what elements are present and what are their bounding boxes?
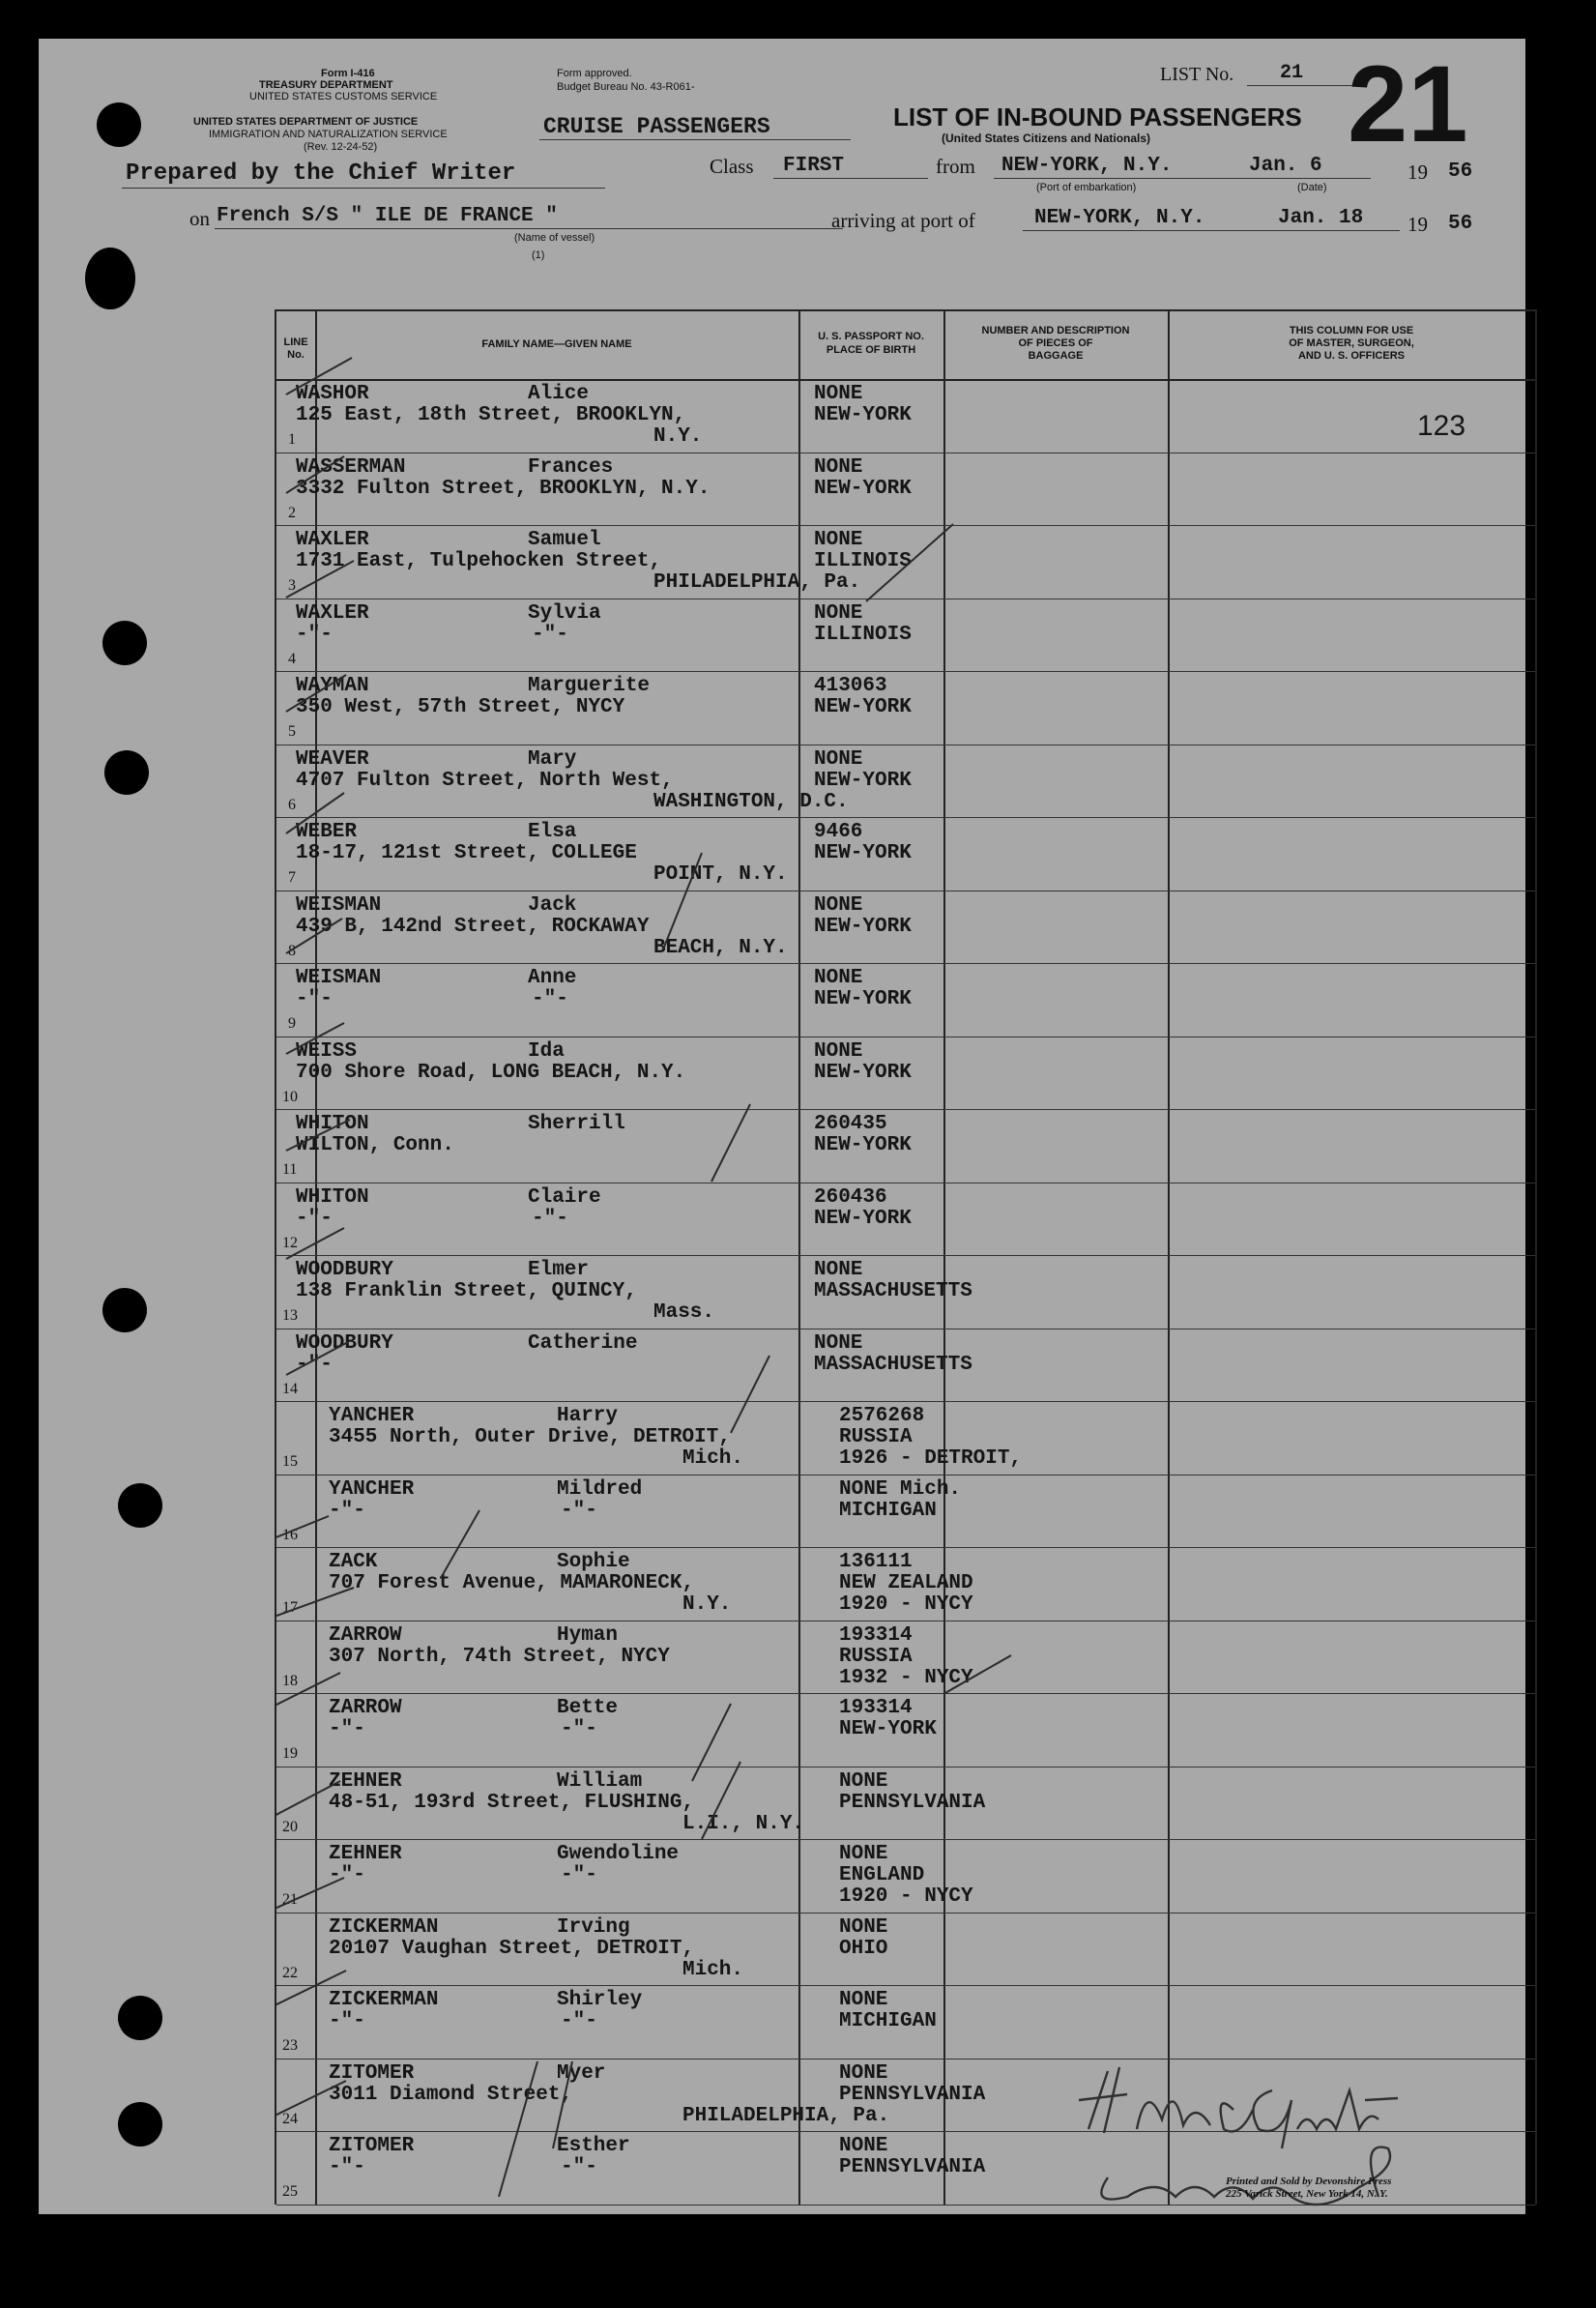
- family-name: WHITON: [296, 1113, 369, 1135]
- given-name: Sherrill: [528, 1113, 625, 1135]
- given-name: Mildred: [557, 1477, 643, 1501]
- family-name: ZITOMER: [329, 2135, 415, 2157]
- line-number: 10: [282, 1088, 298, 1105]
- family-name: ZICKERMAN: [329, 1915, 439, 1939]
- from-underline: [994, 178, 1371, 179]
- given-name: Frances: [528, 455, 614, 479]
- year-prefix-to: 19: [1407, 213, 1428, 236]
- given-name: Ida: [528, 1039, 565, 1063]
- family-name: WAXLER: [296, 529, 369, 551]
- on-label: on: [189, 207, 210, 230]
- address-line-1: 3011 Diamond Street,: [329, 2083, 573, 2106]
- place-of-birth: NEW-YORK: [814, 988, 912, 1010]
- given-name: Harry: [557, 1405, 619, 1427]
- passport-no: 9466: [814, 821, 863, 843]
- given-name: Irving: [557, 1915, 630, 1939]
- place-of-birth: NEW-YORK: [814, 1207, 912, 1230]
- place-of-birth: NEW-YORK: [814, 1134, 912, 1156]
- address-line-2: BEACH, N.Y.: [653, 936, 788, 959]
- header-passport-1: U. S. PASSPORT NO.: [818, 331, 924, 342]
- family-name: WOODBURY: [296, 1259, 393, 1281]
- address-line-2: N.Y.: [653, 425, 703, 448]
- officer-note: 123: [1417, 410, 1466, 442]
- check-mark: [276, 1516, 329, 1549]
- place-of-birth: MASSACHUSETTS: [814, 1280, 972, 1302]
- address-line-1: -"-: [329, 1499, 365, 1522]
- address-line-2: POINT, N.Y.: [653, 863, 788, 886]
- port-caption: (Port of embarkation): [1036, 182, 1137, 193]
- manifest-page: [39, 39, 1525, 2214]
- address-line-1: 707 Forest Avenue, MAMARONECK,: [329, 1572, 695, 1594]
- address-line-1: -"-: [329, 1718, 365, 1740]
- year-prefix-from: 19: [1407, 161, 1428, 184]
- list-no-value: 21: [1280, 62, 1304, 84]
- list-no-underline: [1247, 85, 1353, 86]
- address-line-1: -"-: [296, 623, 333, 646]
- customs-service: UNITED STATES CUSTOMS SERVICE: [249, 91, 438, 102]
- date-to: Jan. 18: [1278, 207, 1364, 229]
- place-of-birth: ILLINOIS: [814, 550, 912, 572]
- line-number: 12: [282, 1234, 298, 1251]
- address-line-1: 20107 Vaughan Street, DETROIT,: [329, 1937, 695, 1960]
- given-name: Esther: [557, 2135, 630, 2157]
- class-underline: [773, 178, 928, 179]
- passport-no: NONE: [839, 1915, 888, 1939]
- handwritten-marks: [276, 311, 1535, 2205]
- given-name: Sophie: [557, 1551, 630, 1573]
- place-of-birth: NEW-YORK: [814, 769, 912, 792]
- address-line-2: Mich.: [682, 1447, 744, 1470]
- manifest-subtitle: (United States Citizens and Nationals): [942, 131, 1151, 145]
- header-officers-3: AND U. S. OFFICERS: [1297, 350, 1405, 362]
- check-mark: [286, 561, 354, 598]
- passport-no: NONE: [814, 893, 863, 917]
- passport-no: NONE Mich.: [839, 1477, 962, 1501]
- passport-no: NONE: [814, 1259, 863, 1281]
- vessel-caption: (Name of vessel): [514, 232, 595, 244]
- given-name: Bette: [557, 1697, 619, 1719]
- header-baggage-2: OF PIECES OF: [1018, 337, 1093, 349]
- punch-hole: [104, 750, 149, 795]
- given-name: Alice: [528, 383, 590, 405]
- check-mark: [286, 1120, 350, 1151]
- check-mark: [276, 1781, 340, 1820]
- address-line-1: 439 B, 142nd Street, ROCKAWAY: [296, 915, 650, 938]
- punch-hole: [102, 621, 147, 665]
- arriving-label: arriving at port of: [831, 209, 975, 232]
- line-number: 14: [282, 1380, 298, 1397]
- passport-no: NONE: [839, 2135, 888, 2157]
- given-name: Sylvia: [528, 601, 601, 625]
- family-name: ZACK: [329, 1551, 378, 1573]
- date-caption: (Date): [1297, 182, 1327, 193]
- class-label: Class: [710, 155, 754, 178]
- line-number: 24: [282, 2110, 298, 2127]
- place-of-birth: PENNSYLVANIA: [839, 2083, 986, 2106]
- place-of-birth: NEW-YORK: [814, 1061, 912, 1084]
- budget-bureau: Budget Bureau No. 43-R061-: [557, 81, 695, 93]
- passport-no: NONE: [814, 529, 863, 551]
- address-line-1: 3332 Fulton Street, BROOKLYN, N.Y.: [296, 477, 711, 500]
- given-ditto: -"-: [532, 1207, 568, 1230]
- address-line-1: 48-51, 193rd Street, FLUSHING,: [329, 1791, 695, 1814]
- passport-no: 260436: [814, 1185, 887, 1209]
- place-of-birth: MASSACHUSETTS: [814, 1353, 972, 1376]
- passport-no: 136111: [839, 1551, 913, 1573]
- address-line-1: 125 East, 18th Street, BROOKLYN,: [296, 404, 686, 426]
- check-mark: [286, 1228, 344, 1259]
- family-name: WHITON: [296, 1185, 369, 1209]
- line-number: 6: [288, 796, 296, 813]
- passport-no: 260435: [814, 1113, 887, 1135]
- family-name: ZEHNER: [329, 1843, 402, 1865]
- line-number: 5: [288, 723, 296, 740]
- family-name: WEISMAN: [296, 967, 382, 989]
- address-line-1: 138 Franklin Street, QUINCY,: [296, 1280, 637, 1302]
- passport-extra: 1932 - NYCY: [839, 1666, 973, 1689]
- date-from: Jan. 6: [1249, 155, 1322, 177]
- line-number: 21: [282, 1891, 298, 1908]
- passport-no: NONE: [839, 2061, 888, 2085]
- given-ditto: -"-: [532, 623, 568, 646]
- family-name: WEISMAN: [296, 893, 382, 917]
- check-mark: [692, 1704, 731, 1781]
- address-line-2: Mass.: [653, 1301, 715, 1324]
- check-mark: [866, 524, 953, 601]
- family-name: ZARROW: [329, 1623, 402, 1647]
- passport-no: 193314: [839, 1697, 913, 1719]
- passport-no: 2576268: [839, 1405, 925, 1427]
- line-number: 3: [288, 577, 296, 594]
- line-number: 22: [282, 1964, 298, 1981]
- line-number: 2: [288, 504, 296, 521]
- check-mark: [286, 919, 342, 953]
- prepared-underline: [122, 188, 605, 189]
- passport-extra: 1920 - NYCY: [839, 1885, 973, 1908]
- given-ditto: -"-: [561, 2010, 597, 2032]
- passport-no: NONE: [814, 455, 863, 479]
- family-name: ZITOMER: [329, 2061, 415, 2085]
- cruise-underline: [539, 139, 851, 140]
- given-name: Elsa: [528, 821, 577, 843]
- passport-extra: 1920 - NYCY: [839, 1593, 973, 1616]
- place-of-birth: ILLINOIS: [814, 623, 912, 646]
- passport-no: NONE: [814, 747, 863, 771]
- address-line-1: 18-17, 121st Street, COLLEGE: [296, 842, 637, 864]
- family-name: YANCHER: [329, 1405, 415, 1427]
- header-officers-1: THIS COLUMN FOR USE: [1289, 325, 1414, 336]
- form-approved: Form approved.: [557, 68, 632, 79]
- check-mark: [276, 1878, 344, 1916]
- check-mark: [702, 1762, 740, 1839]
- line-number: 19: [282, 1745, 298, 1762]
- list-no-label: LIST No.: [1160, 64, 1234, 85]
- given-name: Jack: [528, 893, 577, 917]
- place-of-birth: MICHIGAN: [839, 2010, 937, 2032]
- line-number: 11: [282, 1161, 298, 1178]
- given-name: Samuel: [528, 529, 601, 551]
- line-number: 17: [282, 1599, 298, 1616]
- address-line-1: 4707 Fulton Street, North West,: [296, 769, 674, 792]
- line-number: 18: [282, 1672, 298, 1689]
- header-baggage-1: NUMBER AND DESCRIPTION: [981, 325, 1130, 336]
- given-name: Anne: [528, 967, 577, 989]
- line-number: 4: [288, 650, 296, 667]
- line-number: 8: [288, 942, 296, 959]
- passport-no: NONE: [814, 1331, 863, 1355]
- place-of-birth: NEW-YORK: [814, 696, 912, 718]
- place-of-birth: OHIO: [839, 1937, 888, 1960]
- family-name: WAYMAN: [296, 675, 369, 697]
- address-line-1: -"-: [329, 1864, 365, 1886]
- address-line-1: -"-: [329, 2010, 365, 2032]
- header-officers-2: OF MASTER, SURGEON,: [1289, 337, 1414, 349]
- treasury-dept: TREASURY DEPARTMENT: [259, 79, 393, 91]
- check-mark: [553, 2061, 572, 2148]
- given-name: William: [557, 1769, 643, 1793]
- family-name: WEISS: [296, 1039, 358, 1063]
- from-label: from: [936, 155, 975, 178]
- year-from: 56: [1448, 161, 1473, 183]
- passport-no: NONE: [839, 1843, 888, 1865]
- vessel-name: French S/S " ILE DE FRANCE ": [217, 205, 558, 227]
- place-of-birth: NEW-YORK: [814, 842, 912, 864]
- address-line-2: N.Y.: [682, 1593, 732, 1616]
- given-ditto: -"-: [561, 2156, 597, 2178]
- vessel-underline: [215, 228, 843, 229]
- given-ditto: -"-: [561, 1718, 597, 1740]
- family-name: WAXLER: [296, 601, 369, 625]
- header-baggage-3: BAGGAGE: [1028, 350, 1084, 362]
- line-number: 7: [288, 869, 296, 886]
- address-line-2: L.I., N.Y.: [682, 1812, 805, 1835]
- passport-extra: 1926 - DETROIT,: [839, 1447, 1023, 1470]
- place-of-birth: RUSSIA: [839, 1645, 913, 1668]
- family-name: WASHOR: [296, 383, 369, 405]
- passport-no: NONE: [814, 601, 863, 625]
- check-mark: [943, 1655, 1011, 1694]
- family-name: WOODBURY: [296, 1331, 393, 1355]
- from-value: NEW-YORK, N.Y.: [1001, 155, 1173, 177]
- address-line-1: 350 West, 57th Street, NYCY: [296, 696, 625, 718]
- address-line-2: WASHINGTON, D.C.: [653, 790, 849, 813]
- place-of-birth: NEW-YORK: [814, 915, 912, 938]
- family-name: WASSERMAN: [296, 455, 406, 479]
- family-name: WEAVER: [296, 747, 369, 771]
- family-name: YANCHER: [329, 1477, 415, 1501]
- list-number-stamp: 21: [1348, 44, 1468, 164]
- check-mark: [286, 1342, 348, 1375]
- line-number: 16: [282, 1526, 298, 1543]
- given-name: Mary: [528, 747, 577, 771]
- punch-hole: [118, 2102, 162, 2147]
- given-name: Gwendoline: [557, 1843, 680, 1865]
- place-of-birth: NEW-YORK: [814, 477, 912, 500]
- check-mark: [286, 675, 346, 712]
- address-line-1: -"-: [296, 988, 333, 1010]
- place-of-birth: NEW ZEALAND: [839, 1572, 973, 1594]
- given-name: Myer: [557, 2061, 606, 2085]
- line-number: 20: [282, 1818, 298, 1835]
- check-mark: [276, 1971, 346, 2009]
- passport-no: NONE: [814, 383, 863, 405]
- line-number: 1: [288, 431, 296, 448]
- revision: (Rev. 12-24-52): [304, 141, 378, 153]
- given-ditto: -"-: [532, 988, 568, 1010]
- address-line-1: -"-: [296, 1353, 333, 1376]
- header-line-no: LINE No.: [283, 336, 308, 361]
- address-line-2: Mich.: [682, 1958, 744, 1981]
- class-value: FIRST: [783, 155, 845, 177]
- cruise-passengers: CRUISE PASSENGERS: [543, 114, 770, 139]
- check-mark: [286, 456, 344, 493]
- printer-line-1: Printed and Sold by Devonshire Press: [1226, 2176, 1392, 2187]
- line-number: 25: [282, 2183, 298, 2200]
- passenger-table: [275, 309, 1537, 2205]
- given-name: Shirley: [557, 1989, 643, 2011]
- line-number: 13: [282, 1307, 298, 1324]
- line-number: 9: [288, 1015, 296, 1032]
- prepared-by: Prepared by the Chief Writer: [126, 161, 516, 187]
- ins: IMMIGRATION AND NATURALIZATION SERVICE: [209, 129, 448, 140]
- line-number: 23: [282, 2037, 298, 2054]
- punch-hole: [118, 1996, 162, 2040]
- check-mark: [286, 358, 352, 394]
- given-ditto: -"-: [561, 1864, 597, 1886]
- address-line-1: 3455 North, Outer Drive, DETROIT,: [329, 1426, 731, 1448]
- passport-no: 413063: [814, 675, 887, 697]
- arriving-value: NEW-YORK, N.Y.: [1034, 207, 1205, 229]
- check-mark: [286, 1023, 344, 1054]
- check-mark: [499, 2061, 537, 2197]
- check-mark: [286, 793, 344, 833]
- address-line-1: 700 Shore Road, LONG BEACH, N.Y.: [296, 1061, 686, 1084]
- place-of-birth: NEW-YORK: [814, 404, 912, 426]
- family-name: ZICKERMAN: [329, 1989, 439, 2011]
- address-line-1: 307 North, 74th Street, NYCY: [329, 1645, 670, 1668]
- arriving-underline: [1023, 230, 1400, 231]
- check-mark: [711, 1104, 750, 1182]
- check-mark: [276, 1673, 340, 1709]
- address-line-1: -"-: [296, 1207, 333, 1230]
- given-name: Elmer: [528, 1259, 590, 1281]
- place-of-birth: PENNSYLVANIA: [839, 1791, 986, 1814]
- family-name: ZARROW: [329, 1697, 402, 1719]
- punch-hole: [97, 102, 141, 147]
- punch-hole: [85, 248, 135, 309]
- header-passport-2: PLACE OF BIRTH: [826, 344, 916, 356]
- printer-line-2: 225 Varick Street, New York 14, N. Y.: [1226, 2188, 1388, 2200]
- place-of-birth: NEW-YORK: [839, 1718, 937, 1740]
- place-of-birth: MICHIGAN: [839, 1499, 937, 1522]
- passport-no: NONE: [839, 1769, 888, 1793]
- check-mark: [663, 853, 702, 949]
- check-mark: [441, 1510, 479, 1578]
- given-name: Marguerite: [528, 675, 651, 697]
- given-name: Catherine: [528, 1331, 638, 1355]
- check-mark: [731, 1356, 769, 1433]
- place-of-birth: RUSSIA: [839, 1426, 913, 1448]
- line-number: 15: [282, 1453, 298, 1470]
- address-line-2: PHILADELPHIA, Pa.: [682, 2104, 890, 2127]
- check-mark: [276, 2081, 346, 2119]
- given-ditto: -"-: [561, 1499, 597, 1522]
- address-line-1: -"-: [329, 2156, 365, 2178]
- passport-no: NONE: [814, 1039, 863, 1063]
- family-name: ZEHNER: [329, 1769, 402, 1793]
- justice-dept: UNITED STATES DEPARTMENT OF JUSTICE: [193, 116, 419, 128]
- punch-hole: [102, 1288, 147, 1332]
- punch-hole: [118, 1483, 162, 1528]
- address-line-1: 1731 East, Tulpehocken Street,: [296, 550, 662, 572]
- check-mark: [276, 1588, 354, 1626]
- address-line-2: PHILADELPHIA, Pa.: [653, 571, 861, 594]
- passport-no: NONE: [839, 1989, 888, 2011]
- passport-no: 193314: [839, 1623, 913, 1647]
- family-name: WEBER: [296, 821, 358, 843]
- year-to: 56: [1448, 213, 1473, 235]
- address-line-1: WILTON, Conn.: [296, 1134, 454, 1156]
- manifest-title: LIST OF IN-BOUND PASSENGERS: [893, 102, 1302, 131]
- given-name: Hyman: [557, 1623, 619, 1647]
- col1-number: (1): [532, 249, 545, 261]
- header-name: FAMILY NAME—GIVEN NAME: [481, 338, 632, 350]
- place-of-birth: PENNSYLVANIA: [839, 2156, 986, 2178]
- passport-no: NONE: [814, 967, 863, 989]
- given-name: Claire: [528, 1185, 601, 1209]
- place-of-birth: ENGLAND: [839, 1864, 925, 1886]
- form-id: Form I-416: [321, 68, 375, 79]
